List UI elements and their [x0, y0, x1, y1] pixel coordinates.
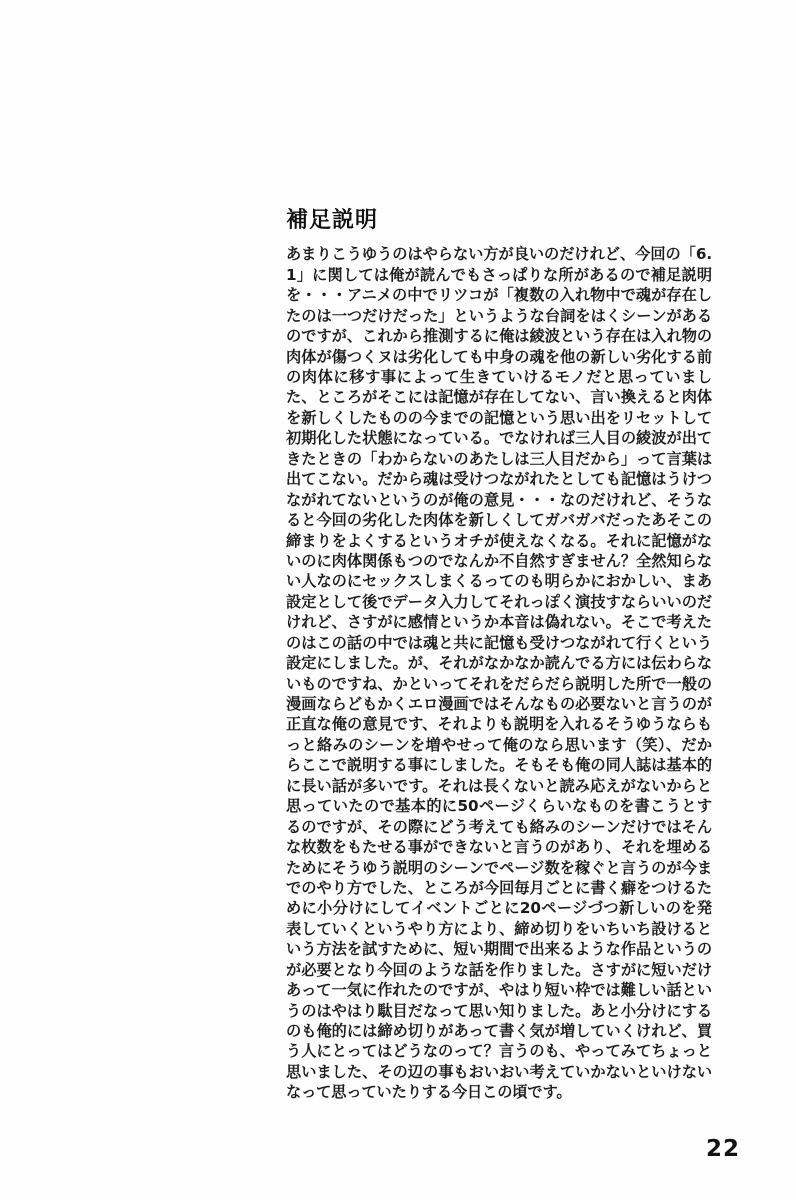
- article-content: [286, 208, 712, 1103]
- body-text: あまりこうゆうのはやらない方が良いのだけれど、今回の「6.1」に関しては俺が読んでもさっぱりな所があるので補足説明を・・・アニメの中でリツコが「複数の入れ物中で魂が存在したのは一つだけだった」というような台詞をはくシーンがあるのですが、これから推測するに俺は綾波という存在は入れ物の肉体が傷つくヌは劣化しても中身の魂を他の新しい劣化する前の肉体に移す事によって生きていけるモノだと思っていました、ところがそこには記憶が存在してない、言い換えると肉体を新しくしたものの今までの記憶という思い出をリセットして初期化した状態になっている。でなければ三人目の綾波が出てきたときの「わからないのあたしは三人目だから」って言葉は出てこない。だから魂は受けつながれたとしても記憶はうけつながれてないというのが俺の意見・・・なのだけれど、そうなると今回の劣化した肉体を新しくしてガバガバだったあそこの締まりをよくするというオチが使えなくなる。それに記憶がないのに肉体関係もつのでなんか不自然すぎません？全然知らない人なのにセックスしまくるってのも明らかにおかしい、まあ設定として後でデータ入力してそれっぽく演技すならいいのだけれど、さすがに感情というか本音は偽れない。そこで考えたのはこの話の中では魂と共に記憶も受けつながれて行くという設定にしました。が、それがなかなか読んでる方には伝わらないものですね、かといってそれをだらだら説明した所で一般の漫画ならどもかくエロ漫画ではそんなもの必要ないと言うのが正直な俺の意見です、それよりも説明を入れるそうゆうならもっと絡みのシーンを増やせって俺のなら思います（笑）、だからここで説明する事にしました。そもそも俺の同人誌は基本的に長い話が多いです。それは長くないと読み応えがないからと思っていたので基本的に50ページくらいなものを書こうとするのですが、その際にどう考えても絡みのシーンだけではそんな枚数をもたせる事ができないと言うのがあり、それを埋めるためにそうゆう説明のシーンでページ数を稼ぐと言うのが今までのやり方でした、ところが今回毎月ごとに書く癖をつけるために小分けにしてイベントごとに20ページづつ新しいのを発表していくというやり方により、締め切りをいちいち設けるという方法を試すために、短い期間で出来るような作品というのが必要となり今回のような話を作りました。さすがに短いだけあって一気に作れたのですが、やはり短い枠では難しい話というのはやはり駄目だなって思い知りました。あと小分けにするのも俺的には締め切りがあって書く気が増していくけれど、買う人にとってはどうなのって？言うのも、やってみてちょっと思いました、その辺の事もおいおい考えていかないといけないなって思っていたりする今日この頃です。: [286, 245, 712, 1102]
- page-number: 22: [705, 1136, 740, 1162]
- page-title: 補足説明: [286, 208, 379, 233]
